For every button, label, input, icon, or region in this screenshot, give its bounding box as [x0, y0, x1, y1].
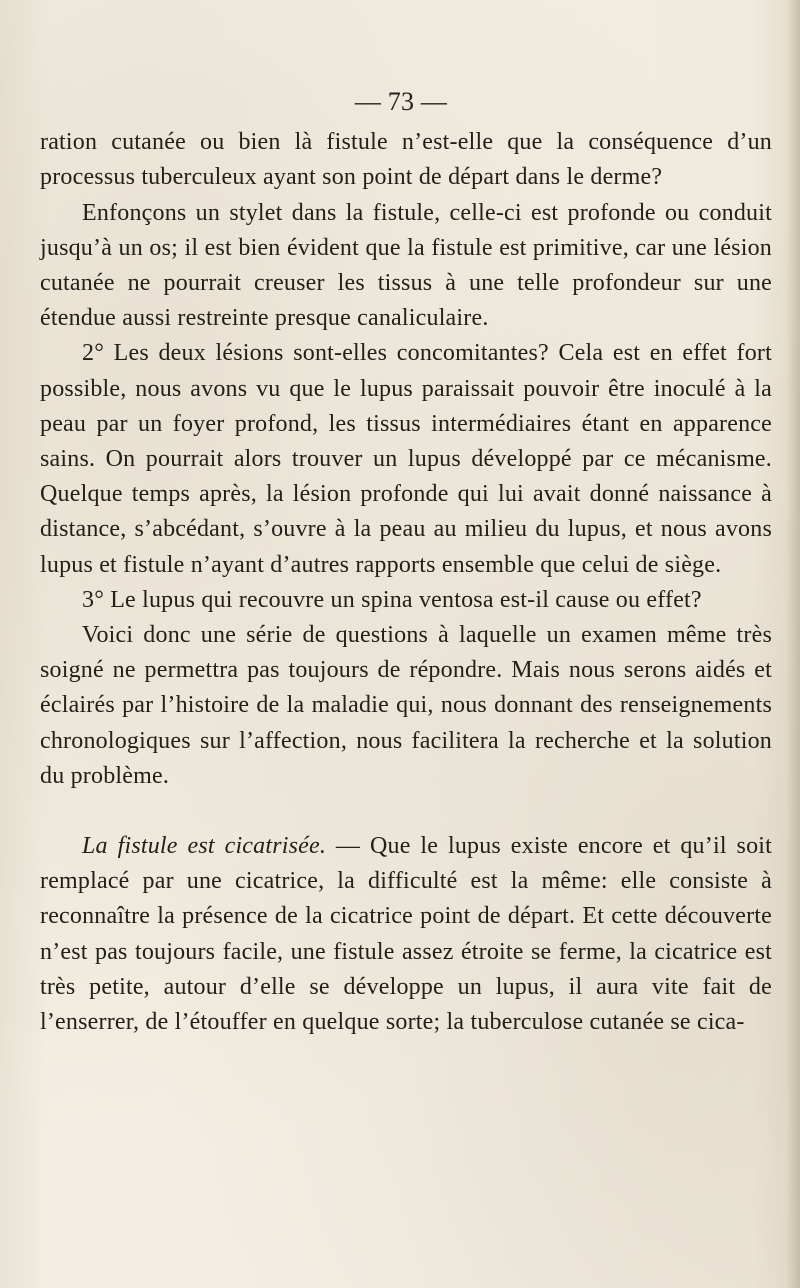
- paragraph-spina-ventosa: 3° Le lupus qui recouvre un spina ventosa est-il cause ou effet?: [82, 586, 702, 613]
- section-heading-italic: La fistule est cicatrisée.: [82, 833, 327, 860]
- paragraph-continuation: ration cutanée ou bien là fistule n’est-elle que la conséquence d’un processus tuberculeux ayant son point de départ dans le derme?: [40, 129, 772, 191]
- page-text-block: [40, 84, 772, 1040]
- paragraph-stylet: Enfonçons un stylet dans la fistule, celle-ci est profonde ou conduit jusqu’à un os; il est bien évident que la fistule est primitive, car une lésion cutanée ne pourrait creuser les tissus à une telle profondeur sur une étendue aussi restreinte presque canaliculaire.: [40, 199, 772, 332]
- page-number: — 73 —: [354, 87, 448, 116]
- paragraph-concomitant-lesions: 2° Les deux lésions sont-elles concomitantes? Cela est en effet fort possible, nous avons vu que le lupus paraissait pouvoir être inoculé à la peau par un foyer profond, les tissus intermédiaires étant en apparence sains. On pourrait alors trouver un lupus développé par ce mécanisme. Quelque temps après, la lésion profonde qui lui avait donné naissance à distance, s’abcédant, s’ouvre à la peau au milieu du lupus, et nous avons lupus et fistule n’ayant d’autres rapports ensemble que celui de siège.: [40, 340, 772, 578]
- paragraph-healed-fistula: [40, 829, 772, 1040]
- paragraph-healed-fistula-body: — Que le lupus existe encore et qu’il soit remplacé par une cicatrice, la difficulté est la même: elle consiste à reconnaître la présence de la cicatrice point de départ. Et cette découverte n’est pas toujours facile, une fistule assez étroite se ferme, la cicatrice est très petite, autour d’elle se développe un lupus, il aura vite fait de l’enserrer, de l’étouffer en quelque sorte; la tuberculose cutanée se cica-: [40, 833, 773, 1036]
- page-edge-shadow: [786, 0, 800, 1288]
- paragraph-series-of-questions: Voici donc une série de questions à laquelle un examen même très soigné ne permettra pas toujours de répondre. Mais nous serons aidés et éclairés par l’histoire de la maladie qui, nous donnant des renseignements chronologiques sur l’affection, nous facilitera la recherche et la solution du problème.: [40, 622, 772, 789]
